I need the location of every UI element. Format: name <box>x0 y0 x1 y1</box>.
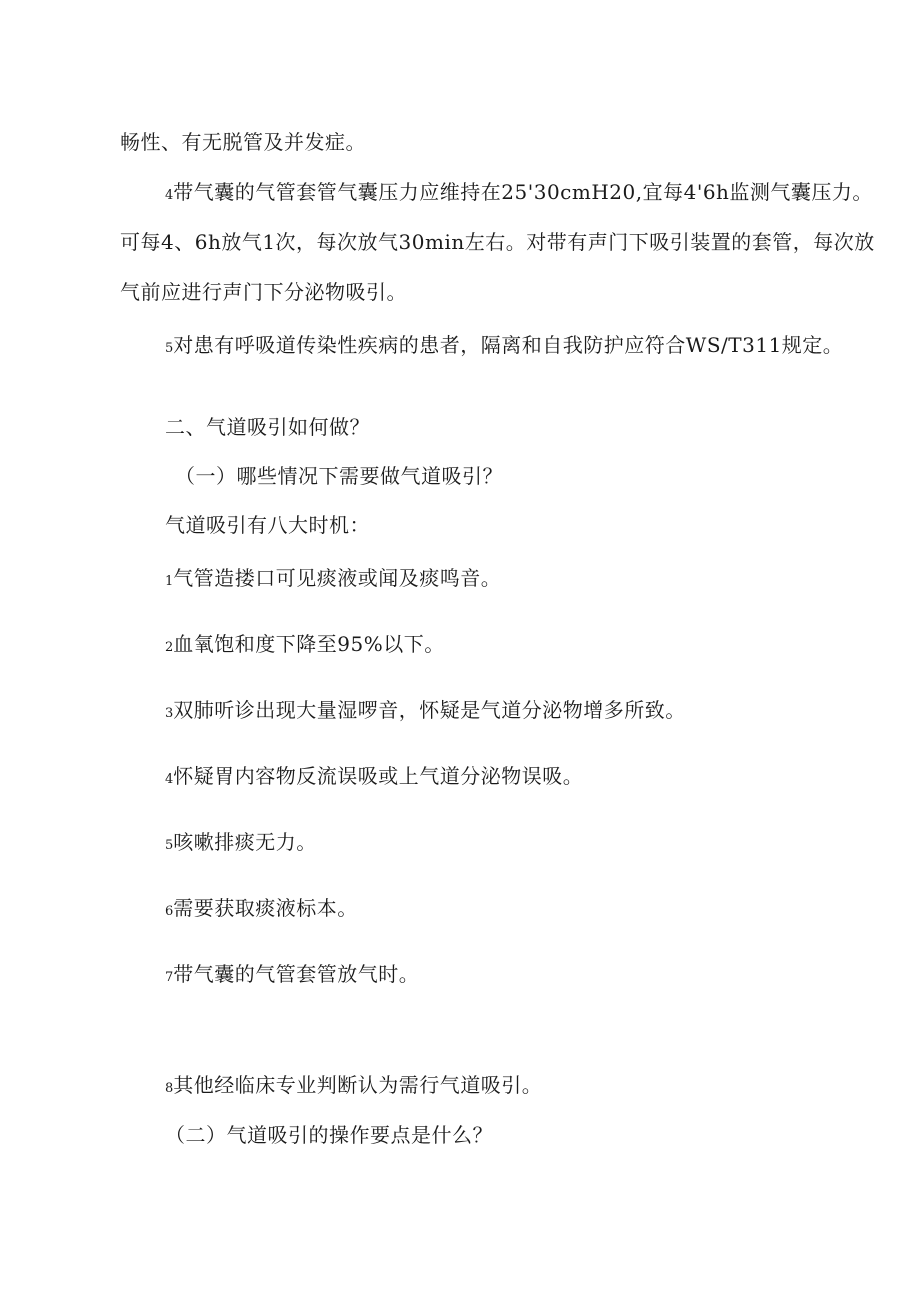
item4-line1-text: 带气囊的气管套管气囊压力应维持在25'30cmH20,宜每4'6h监测气囊压力。 <box>173 180 873 204</box>
section2-heading <box>165 413 370 441</box>
list-item <box>165 828 317 860</box>
intro-text: 气道吸引有八大时机： <box>165 513 370 537</box>
timing-number: 6 <box>165 904 174 919</box>
timing-number: 7 <box>165 970 174 985</box>
item4-line1 <box>165 178 873 210</box>
list-item <box>165 630 445 662</box>
subsection2-heading <box>165 1121 493 1149</box>
timing-number: 2 <box>165 640 174 655</box>
subsection2-heading-text: （二）气道吸引的操作要点是什么？ <box>165 1123 493 1147</box>
item4-line2 <box>120 228 875 256</box>
continuation-text: 畅性、有无脱管及并发症。 <box>120 130 366 154</box>
subsection1-heading <box>175 462 503 490</box>
timing-text: 咳嗽排痰无力。 <box>173 830 317 854</box>
timing-number: 3 <box>165 706 174 721</box>
timing-text: 其他经临床专业判断认为需行气道吸引。 <box>173 1073 543 1097</box>
timing-number: 4 <box>165 772 174 787</box>
timing-text: 怀疑胃内容物反流误吸或上气道分泌物误吸。 <box>173 764 584 788</box>
list-item <box>165 894 358 926</box>
timing-text: 气管造搂口可见痰液或闻及痰鸣音。 <box>173 566 502 590</box>
item5-line <box>165 331 843 363</box>
list-item <box>165 1071 542 1103</box>
list-item <box>165 564 501 596</box>
subsection1-heading-text: （一）哪些情况下需要做气道吸引？ <box>175 464 503 488</box>
list-item <box>165 960 419 992</box>
item4-line3 <box>120 278 407 306</box>
timing-text: 需要获取痰液标本。 <box>173 896 358 920</box>
timing-text: 血氧饱和度下降至95%以下。 <box>173 632 445 656</box>
item4-line3-text: 气前应进行声门下分泌物吸引。 <box>120 280 407 304</box>
timing-number: 8 <box>165 1081 174 1096</box>
timing-text: 双肺听诊出现大量湿啰音，怀疑是气道分泌物增多所致。 <box>173 698 686 722</box>
timing-text: 带气囊的气管套管放气时。 <box>173 962 420 986</box>
list-item <box>165 762 583 794</box>
item5-number: 5 <box>165 341 174 356</box>
section2-heading-text: 二、气道吸引如何做？ <box>165 415 370 439</box>
item4-line2-text: 可每4、6h放气1次，每次放气30min左右。对带有声门下吸引装置的套管，每次放 <box>120 230 875 254</box>
continuation-line <box>120 128 366 156</box>
timing-number: 1 <box>165 574 174 589</box>
intro-line <box>165 511 370 539</box>
item4-number: 4 <box>165 188 174 203</box>
item5-text: 对患有呼吸道传染性疾病的患者，隔离和自我防护应符合WS/T311规定。 <box>173 333 844 357</box>
list-item <box>165 696 686 728</box>
timing-number: 5 <box>165 838 174 853</box>
